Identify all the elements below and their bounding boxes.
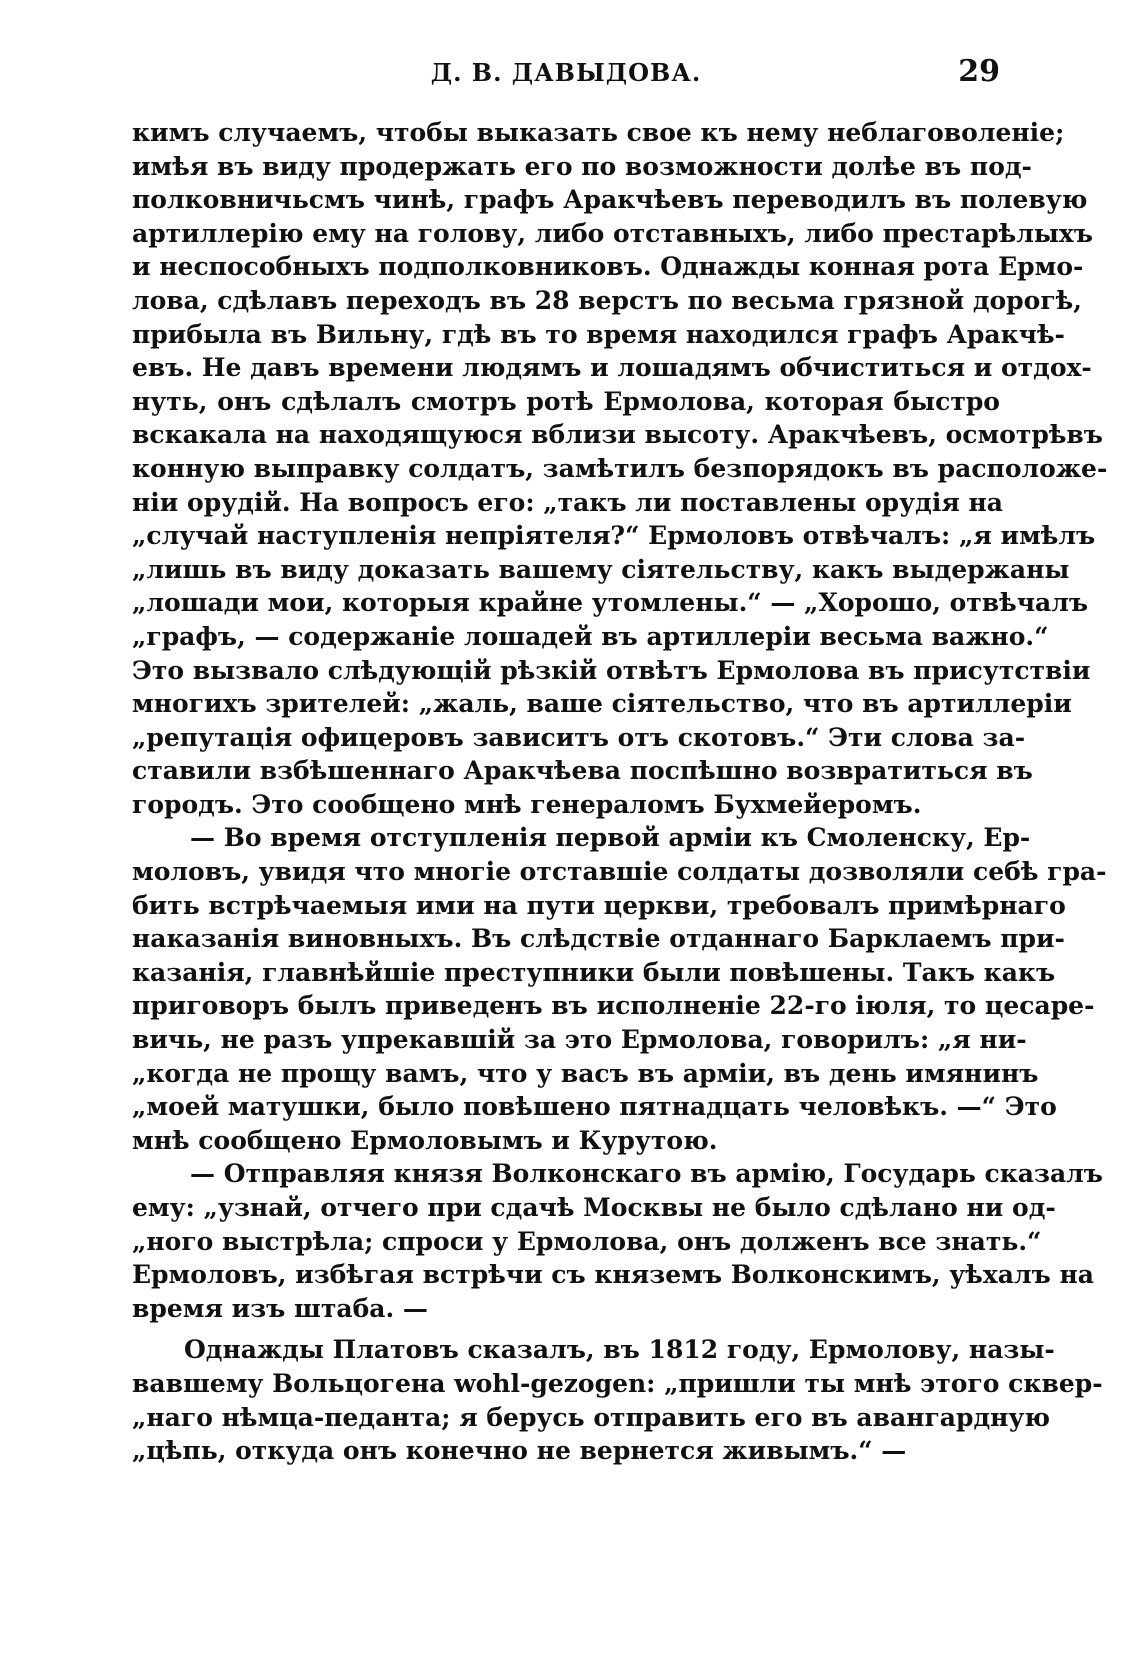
text-line: прибыла въ Вильну, гдѣ въ то время находился графъ Аракчѣ-: [132, 319, 1065, 349]
text-line: вичь, не разъ упрекавшій за это Ермолова, говорилъ: „я ни-: [132, 1025, 1027, 1055]
text-line: наказанія виновныхъ. Въ слѣдствіе отданнаго Барклаемъ при-: [132, 924, 1065, 954]
running-head: Д. В. ДАВЫДОВА.: [430, 58, 702, 87]
text-line: „графъ, — содержаніе лошадей въ артиллеріи весьма важно.“: [132, 621, 1049, 651]
text-line: конную выправку солдатъ, замѣтилъ безпорядокъ въ расположе-: [132, 453, 1108, 483]
text-line: Ермоловъ, избѣгая встрѣчи съ княземъ Волконскимъ, уѣхалъ на: [132, 1260, 1094, 1290]
text-line: „наго нѣмца-педанта; я берусь отправить его въ авангардную: [132, 1402, 1051, 1432]
text-line: „ного выстрѣла; спроси у Ермолова, онъ долженъ все знать.“: [132, 1226, 1042, 1256]
text-line: моловъ, увидя что многіе отставшіе солдаты дозволяли себѣ гра-: [132, 857, 1107, 887]
text-line: Это вызвало слѣдующій рѣзкій отвѣтъ Ермолова въ присутствіи: [132, 655, 1091, 685]
paragraph-start-line: Однажды Платовъ сказалъ, въ 1812 году, Ермолову, назы-: [184, 1335, 1055, 1365]
text-line: кимъ случаемъ, чтобы выказать свое къ нему неблаговоленіе;: [132, 118, 1065, 147]
paragraph-start-line: — Отправляя князя Волконскаго въ армію, Государь сказалъ: [190, 1159, 1103, 1189]
text-line: лова, сдѣлавъ переходъ въ 28 верстъ по весьма грязной дорогѣ,: [132, 285, 1082, 315]
body-text: [132, 116, 1108, 1468]
text-line: „когда не прощу вамъ, что у васъ въ арміи, въ день имянинъ: [132, 1058, 1039, 1088]
text-line: приговоръ былъ приведенъ въ исполненіе 22-го іюля, то цесаре-: [132, 991, 1095, 1021]
text-line: многихъ зрителей: „жаль, ваше сіятельство, что въ артиллеріи: [132, 689, 1072, 719]
text-line: „цѣпь, откуда онъ конечно не вернется живымъ.“ —: [132, 1436, 907, 1466]
page-number: 29: [958, 54, 1000, 89]
text-line: ставили взбѣшеннаго Аракчѣева поспѣшно возвратиться въ: [132, 756, 1033, 786]
text-line: мнѣ сообщено Ермоловымъ и Курутою.: [132, 1125, 718, 1155]
text-line: ніи орудій. На вопросъ его: „такъ ли поставлены орудія на: [132, 487, 1003, 517]
text-line: вавшему Вольцогена wohl-gezogen: „пришли ты мнѣ этого сквер-: [132, 1368, 1103, 1398]
text-line: „случай наступленія непріятеля?“ Ермоловъ отвѣчалъ: „я имѣлъ: [132, 521, 1096, 551]
text-line: время изъ штаба. —: [132, 1293, 428, 1323]
text-line: артиллерію ему на голову, либо отставныхъ, либо престарѣлыхъ: [132, 218, 1093, 248]
text-line: „моей матушки, было повѣшено пятнадцать человѣкъ. —“ Это: [132, 1092, 1057, 1122]
text-line: вскакала на находящуюся вблизи высоту. Аракчѣевъ, осмотрѣвъ: [132, 420, 1103, 450]
text-line: нуть, онъ сдѣлалъ смотръ ротѣ Ермолова, которая быстро: [132, 386, 1000, 416]
text-line: евъ. Не давъ времени людямъ и лошадямъ обчиститься и отдох-: [132, 353, 1092, 383]
text-line: бить встрѣчаемыя ими на пути церкви, требовалъ примѣрнаго: [132, 890, 1066, 920]
paragraph-start-line: — Во время отступленія первой арміи къ Смоленску, Ер-: [190, 823, 1031, 853]
text-line: ему: „узнай, отчего при сдачѣ Москвы не было сдѣлано ни од-: [132, 1193, 1056, 1222]
text-line: имѣя въ виду продержать его по возможности долѣе въ под-: [132, 151, 1032, 181]
text-line: „репутація офицеровъ зависитъ отъ скотовъ.“ Эти слова за-: [132, 722, 1026, 752]
text-line: казанія, главнѣйшіе преступники были повѣшены. Такъ какъ: [132, 957, 1056, 987]
page-header: [132, 54, 1000, 98]
text-line: городъ. Это сообщено мнѣ генераломъ Бухмейеромъ.: [132, 789, 922, 819]
text-line: и неспособныхъ подполковниковъ. Однажды конная рота Ермо-: [132, 252, 1084, 282]
text-line: „лишь въ виду доказать вашему сіятельству, какъ выдержаны: [132, 554, 1070, 584]
text-line: „лошади мои, которыя крайне утомлены.“ — „Хорошо, отвѣчалъ: [132, 588, 1089, 618]
text-line: полковничьсмъ чинѣ, графъ Аракчѣевъ переводилъ въ полевую: [132, 185, 1088, 215]
